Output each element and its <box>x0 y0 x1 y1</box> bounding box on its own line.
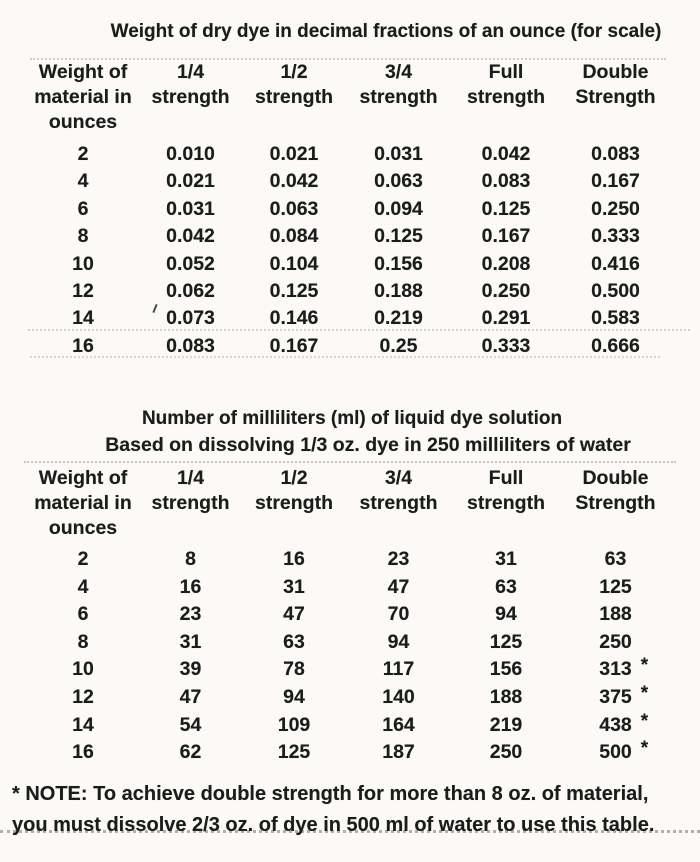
double-strength-note <box>12 779 690 841</box>
cell-half-strength: 63 <box>283 630 305 653</box>
cell-three-quarter-strength: 47 <box>387 575 410 598</box>
cell-full-strength: 94 <box>495 603 517 626</box>
cell-quarter-strength: 0.031 <box>166 197 215 220</box>
header-line: 3/4 <box>384 467 413 489</box>
double-strength-asterisk: * <box>640 655 649 677</box>
liquid-dye-table-title: Number of milliliters (ml) of liquid dye solution <box>141 408 563 429</box>
dry-dye-table-title: Weight of dry dye in decimal fractions of an ounce (for scale) <box>110 21 662 42</box>
cell-double-strength: 0.416 <box>591 252 640 275</box>
cell-value: 313 <box>599 658 632 681</box>
header-line: strength <box>255 492 333 514</box>
header-line: 3/4 <box>384 61 413 83</box>
header-line: Double <box>582 467 649 489</box>
cell-half-strength: 47 <box>283 603 305 626</box>
cell-full-strength: 0.208 <box>481 252 531 275</box>
cell-quarter-strength: 23 <box>179 603 202 626</box>
cell-double-strength: 0.583 <box>591 307 640 330</box>
table-body <box>28 141 671 360</box>
header-line: 1/2 <box>280 61 308 83</box>
cell-ounces: 2 <box>77 548 89 570</box>
cell-double-strength <box>560 712 671 740</box>
dry-dye-weight-table <box>28 60 671 360</box>
cell-full-strength: 0.250 <box>481 279 531 302</box>
header-material-weight <box>28 466 138 541</box>
header-line: strength <box>359 86 438 108</box>
cell-half-strength: 109 <box>277 713 311 736</box>
header-three-quarter-strength <box>345 466 452 541</box>
cell-ounces: 8 <box>77 225 89 248</box>
cell-ounces: 10 <box>72 658 94 681</box>
header-line: material in <box>34 492 132 514</box>
header-line: Strength <box>575 86 656 108</box>
header-line: Full <box>488 467 524 489</box>
cell-full-strength: 0.291 <box>481 307 531 330</box>
header-three-quarter-strength <box>345 60 452 135</box>
cell-half-strength: 94 <box>283 685 305 708</box>
header-quarter-strength <box>138 60 243 135</box>
cell-three-quarter-strength: 0.094 <box>374 197 423 220</box>
cell-three-quarter-strength: 117 <box>382 658 415 681</box>
cell-quarter-strength: 0.073 <box>166 307 215 330</box>
cell-quarter-strength: 31 <box>179 630 202 653</box>
header-line: ounces <box>48 111 118 133</box>
cell-double-strength: 0.500 <box>591 279 640 302</box>
header-line: Strength <box>575 492 656 514</box>
cell-three-quarter-strength: 164 <box>382 713 415 736</box>
cell-half-strength: 78 <box>283 658 305 681</box>
header-half-strength <box>243 60 345 135</box>
cell-double-strength: 0.333 <box>591 225 640 248</box>
note-line-1: * NOTE: To achieve double strength for more than 8 oz. of material, <box>12 783 649 805</box>
cell-quarter-strength: 47 <box>179 685 202 708</box>
cell-ounces: 16 <box>72 334 94 357</box>
liquid-dye-table-subtitle: Based on dissolving 1/3 oz. dye in 250 milliliters of water <box>105 434 631 456</box>
cell-double-strength: 0.167 <box>591 170 640 193</box>
cell-double-strength: 0.083 <box>591 143 640 165</box>
cell-double-strength <box>560 684 671 712</box>
cell-full-strength: 125 <box>489 630 523 653</box>
cell-full-strength: 250 <box>489 741 523 764</box>
header-line: material in <box>34 86 132 108</box>
table-header-row <box>28 60 671 135</box>
cell-quarter-strength: 0.010 <box>166 143 215 165</box>
header-double-strength <box>560 466 671 541</box>
scan-artifact-line <box>24 461 676 463</box>
header-line: Weight of <box>38 61 128 83</box>
cell-double-strength: 125 <box>599 575 632 598</box>
cell-half-strength: 0.125 <box>269 279 319 302</box>
note-line-2: you must dissolve 2/3 oz. of dye in 500 ml of water to use this table. <box>12 814 655 836</box>
cell-three-quarter-strength: 0.156 <box>374 252 423 275</box>
header-half-strength <box>243 466 345 541</box>
double-strength-asterisk: * <box>640 738 649 760</box>
cell-three-quarter-strength: 140 <box>382 685 415 708</box>
header-line: strength <box>467 86 545 108</box>
header-line: strength <box>151 86 230 108</box>
cell-quarter-strength: 0.083 <box>166 334 215 357</box>
table-header-row <box>28 466 671 541</box>
header-line: Weight of <box>38 467 128 489</box>
cell-three-quarter-strength: 0.063 <box>374 170 423 193</box>
cell-double-strength: 63 <box>604 548 627 570</box>
cell-quarter-strength: 39 <box>179 658 202 681</box>
cell-half-strength: 0.084 <box>269 225 319 248</box>
header-line: 1/4 <box>176 61 205 83</box>
cell-three-quarter-strength: 70 <box>387 603 410 626</box>
cell-three-quarter-strength: 0.25 <box>379 334 418 357</box>
header-line: 1/2 <box>280 467 308 489</box>
liquid-dye-ml-table <box>28 466 671 767</box>
cell-ounces: 16 <box>72 741 94 764</box>
double-strength-asterisk: * <box>640 710 649 732</box>
cell-ounces: 4 <box>77 170 89 193</box>
header-line: strength <box>467 492 545 514</box>
cell-three-quarter-strength: 94 <box>387 630 410 653</box>
cell-half-strength: 0.042 <box>269 170 319 193</box>
cell-double-strength: 188 <box>599 603 632 626</box>
cell-value: 375 <box>599 685 632 708</box>
header-double-strength <box>560 60 671 135</box>
header-line: ounces <box>48 517 118 539</box>
cell-half-strength: 0.104 <box>269 252 319 275</box>
cell-double-strength <box>560 656 671 684</box>
cell-quarter-strength: 54 <box>179 713 202 736</box>
cell-ounces: 12 <box>72 279 94 302</box>
cell-three-quarter-strength: 0.125 <box>374 225 423 248</box>
cell-value: 500 <box>599 741 632 764</box>
cell-full-strength: 0.083 <box>481 170 531 193</box>
cell-half-strength: 31 <box>283 575 305 598</box>
cell-three-quarter-strength: 0.219 <box>374 307 423 330</box>
cell-full-strength: 0.125 <box>481 197 531 220</box>
cell-full-strength: 31 <box>495 548 517 570</box>
cell-full-strength: 0.042 <box>481 143 531 165</box>
cell-three-quarter-strength: 0.188 <box>374 279 423 302</box>
cell-full-strength: 0.167 <box>481 225 531 248</box>
cell-half-strength: 16 <box>283 548 305 570</box>
header-full-strength <box>452 60 560 135</box>
cell-half-strength: 0.063 <box>269 197 319 220</box>
cell-half-strength: 0.146 <box>269 307 319 330</box>
header-line: Full <box>488 61 524 83</box>
double-strength-asterisk: * <box>640 682 649 704</box>
cell-full-strength: 0.333 <box>481 334 531 357</box>
cell-double-strength: 250 <box>599 630 632 653</box>
cell-three-quarter-strength: 187 <box>382 741 415 764</box>
cell-half-strength: 0.021 <box>269 143 319 165</box>
cell-ounces: 6 <box>77 197 89 220</box>
cell-half-strength: 0.167 <box>269 334 319 357</box>
header-line: strength <box>151 492 230 514</box>
cell-quarter-strength: 0.021 <box>166 170 215 193</box>
header-line: 1/4 <box>176 467 205 489</box>
cell-quarter-strength: 0.042 <box>166 225 215 248</box>
cell-quarter-strength: 8 <box>185 548 196 570</box>
cell-full-strength: 188 <box>489 685 523 708</box>
cell-quarter-strength: 62 <box>179 741 202 764</box>
cell-ounces: 12 <box>72 685 94 708</box>
cell-double-strength: 0.250 <box>591 197 640 220</box>
cell-ounces: 8 <box>77 630 89 653</box>
cell-three-quarter-strength: 0.031 <box>374 143 423 165</box>
cell-ounces: 6 <box>77 603 89 626</box>
cell-half-strength: 125 <box>277 741 311 764</box>
cell-ounces: 4 <box>77 575 89 598</box>
table-body <box>28 546 671 767</box>
header-line: Double <box>582 61 649 83</box>
cell-ounces: 10 <box>72 252 94 275</box>
header-quarter-strength <box>138 466 243 541</box>
cell-double-strength <box>560 739 671 767</box>
header-line: strength <box>255 86 333 108</box>
cell-full-strength: 219 <box>489 713 523 736</box>
cell-quarter-strength: 16 <box>179 575 202 598</box>
cell-value: 438 <box>599 713 632 736</box>
cell-double-strength: 0.666 <box>591 334 640 357</box>
cell-ounces: 14 <box>72 307 94 330</box>
cell-full-strength: 63 <box>495 575 517 598</box>
header-full-strength <box>452 466 560 541</box>
cell-quarter-strength: 0.052 <box>166 252 215 275</box>
cell-full-strength: 156 <box>489 658 523 681</box>
cell-quarter-strength: 0.062 <box>166 279 215 302</box>
cell-three-quarter-strength: 23 <box>387 548 410 570</box>
cell-ounces: 14 <box>72 713 94 736</box>
header-line: strength <box>359 492 438 514</box>
header-material-weight <box>28 60 138 135</box>
cell-ounces: 2 <box>77 143 89 165</box>
